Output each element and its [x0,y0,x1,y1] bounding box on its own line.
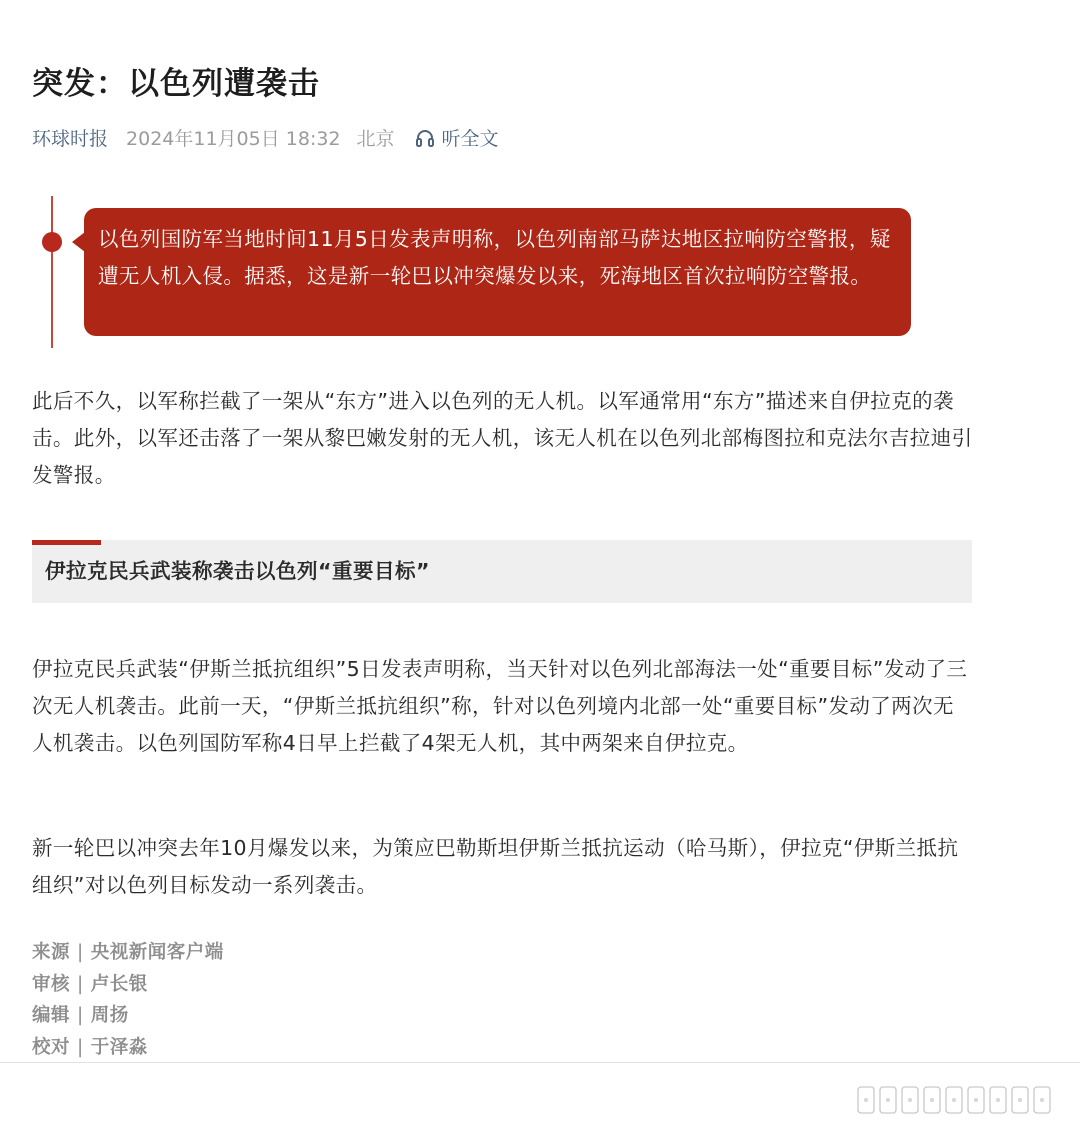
article-datetime: 2024年11月05日 18:32 [126,128,341,150]
credits-block [32,937,224,1063]
listen-button[interactable] [415,124,499,151]
credit-label: 来源 [32,942,71,963]
headphones-icon [415,128,435,148]
credit-separator: | [77,1005,84,1026]
paragraph-2: 伊拉克民兵武装“伊斯兰抵抗组织”5日发表声明称，当天针对以色列北部海法一处“重要目标”发动了三次无人机袭击。此前一天，“伊斯兰抵抗组织”称，针对以色列境内北部一处“重要目标”发动了两次无人机袭击。以色列国防军称4日早上拦截了4架无人机，其中两架来自伊拉克。 [32,657,968,755]
article-location: 北京 [356,128,395,150]
section-title: 伊拉克民兵武装称袭击以色列“重要目标” [45,559,430,583]
footer-divider [0,1062,1080,1063]
listen-label: 听全文 [441,128,499,150]
credit-row-editor [32,1000,224,1032]
article-meta [32,124,499,151]
dotted-watermark-icon [854,1082,1060,1118]
credit-value: 卢长银 [90,973,148,995]
credit-separator: | [77,973,84,995]
credit-label: 校对 [32,1036,71,1058]
timeline-line [51,196,53,348]
credit-value: 周扬 [90,1005,129,1026]
section-accent-bar [32,540,101,545]
article-title: 突发：以色列遭袭击 [32,66,320,102]
paragraph-1: 此后不久，以军称拦截了一架从“东方”进入以色列的无人机。以军通常用“东方”描述来自伊拉克的袭击。此外，以军还击落了一架从黎巴嫩发射的无人机，该无人机在以色列北部梅图拉和克法尔吉拉迪引发警报。 [32,389,973,487]
credit-separator: | [77,942,84,963]
credit-label: 审核 [32,973,71,995]
section-header [32,540,972,603]
highlight-bubble: 以色列国防军当地时间11月5日发表声明称，以色列南部马萨达地区拉响防空警报，疑遭无人机入侵。据悉，这是新一轮巴以冲突爆发以来，死海地区首次拉响防空警报。 [84,208,911,336]
credit-value: 于泽淼 [90,1036,148,1058]
timeline-dot [42,232,62,252]
credit-separator: | [77,1036,84,1058]
article-source[interactable]: 环球时报 [32,128,109,150]
credit-row-review [32,969,224,1001]
credit-row-proofread [32,1032,224,1064]
credit-value: 央视新闻客户端 [90,942,224,963]
paragraph-3: 新一轮巴以冲突去年10月爆发以来，为策应巴勒斯坦伊斯兰抵抗运动（哈马斯），伊拉克“伊斯兰抵抗组织”对以色列目标发动一系列袭击。 [32,836,959,897]
credit-row-source [32,937,224,969]
credit-label: 编辑 [32,1005,71,1026]
